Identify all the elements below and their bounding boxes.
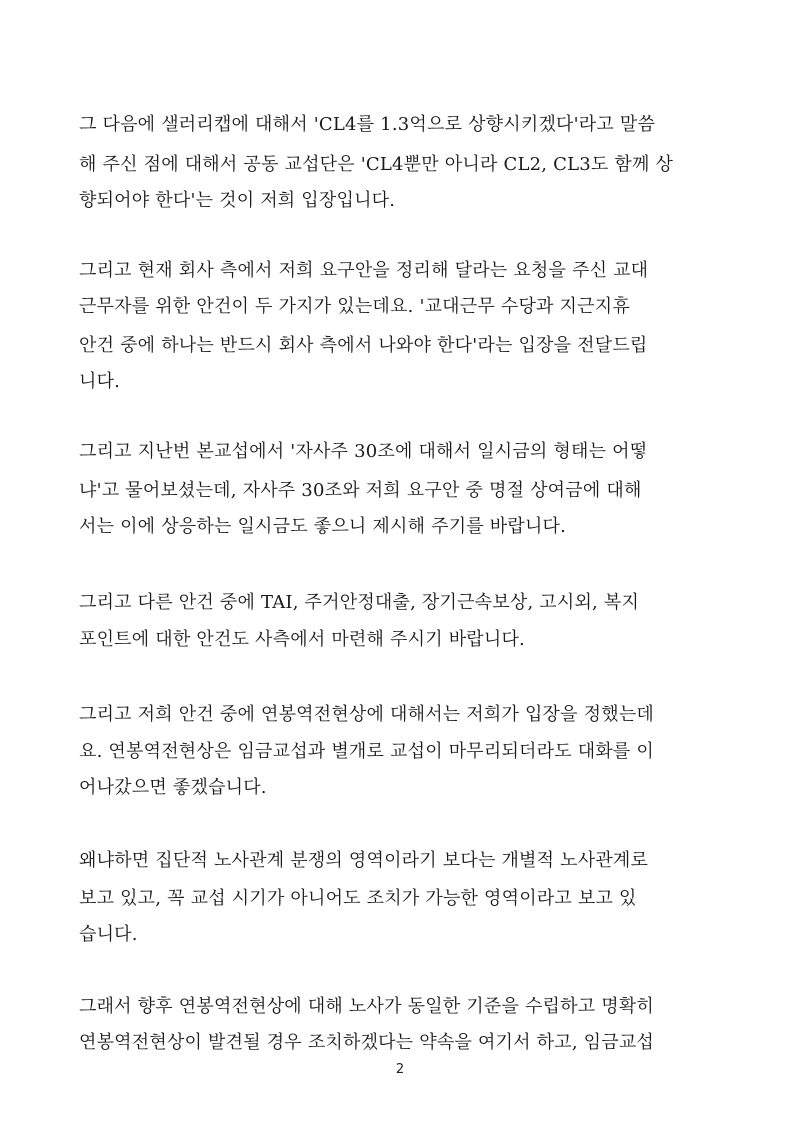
paragraph-2-line-4: 니다. <box>79 371 121 392</box>
paragraph-3-line-3: 서는 이에 상응하는 일시금도 좋으니 제시해 주기를 바랍니다. <box>79 516 567 537</box>
paragraph-1-line-2: 해 주신 점에 대해서 공동 교섭단은 'CL4뿐만 아니라 CL2, CL3도 함께 상 <box>79 154 674 175</box>
paragraph-6-line-2: 보고 있고, 꼭 교섭 시기가 아니어도 조치가 가능한 영역이라고 보고 있 <box>79 888 637 909</box>
paragraph-4-line-1: 그리고 다른 안건 중에 TAI, 주거안정대출, 장기근속보상, 고시외, 복지 <box>79 592 640 613</box>
paragraph-3-line-2: 냐'고 물어보셨는데, 자사주 30조와 저희 요구안 중 명절 상여금에 대해 <box>79 480 642 501</box>
paragraph-5-line-2: 요. 연봉역전현상은 임금교섭과 별개로 교섭이 마무리되더라도 대화를 이 <box>79 741 655 762</box>
paragraph-5-line-3: 어나갔으면 좋겠습니다. <box>79 777 267 798</box>
paragraph-2-line-1: 그리고 현재 회사 측에서 저희 요구안을 정리해 달라는 요청을 주신 교대 <box>79 260 649 281</box>
paragraph-1-line-3: 향되어야 한다'는 것이 저희 입장입니다. <box>79 190 396 211</box>
paragraph-6-line-1: 왜냐하면 집단적 노사관계 분쟁의 영역이라기 보다는 개별적 노사관계로 <box>79 850 649 871</box>
paragraph-1-line-1: 그 다음에 샐러리캡에 대해서 'CL4를 1.3억으로 상향시키겠다'라고 말씀 <box>79 114 656 135</box>
paragraph-7-line-2: 연봉역전현상이 발견될 경우 조치하겠다는 약속을 여기서 하고, 임금교섭 <box>79 1032 655 1053</box>
paragraph-2-line-3: 안건 중에 하나는 반드시 회사 측에서 나와야 한다'라는 입장을 전달드립 <box>79 335 648 356</box>
paragraph-4-line-2: 포인트에 대한 안건도 사측에서 마련해 주시기 바랍니다. <box>79 629 525 650</box>
paragraph-3-line-1: 그리고 지난번 본교섭에서 '자사주 30조에 대해서 일시금의 형태는 어떻 <box>79 441 648 462</box>
paragraph-7-line-1: 그래서 향후 연봉역전현상에 대해 노사가 동일한 기준을 수립하고 명확히 <box>79 996 655 1017</box>
paragraph-6-line-3: 습니다. <box>79 924 138 945</box>
paragraph-2-line-2: 근무자를 위한 안건이 두 가지가 있는데요. '교대근무 수당과 지근지휴 <box>79 296 630 317</box>
page-number: 2 <box>395 1062 405 1077</box>
paragraph-5-line-1: 그리고 저희 안건 중에 연봉역전현상에 대해서는 저희가 입장을 정했는데 <box>79 704 655 725</box>
